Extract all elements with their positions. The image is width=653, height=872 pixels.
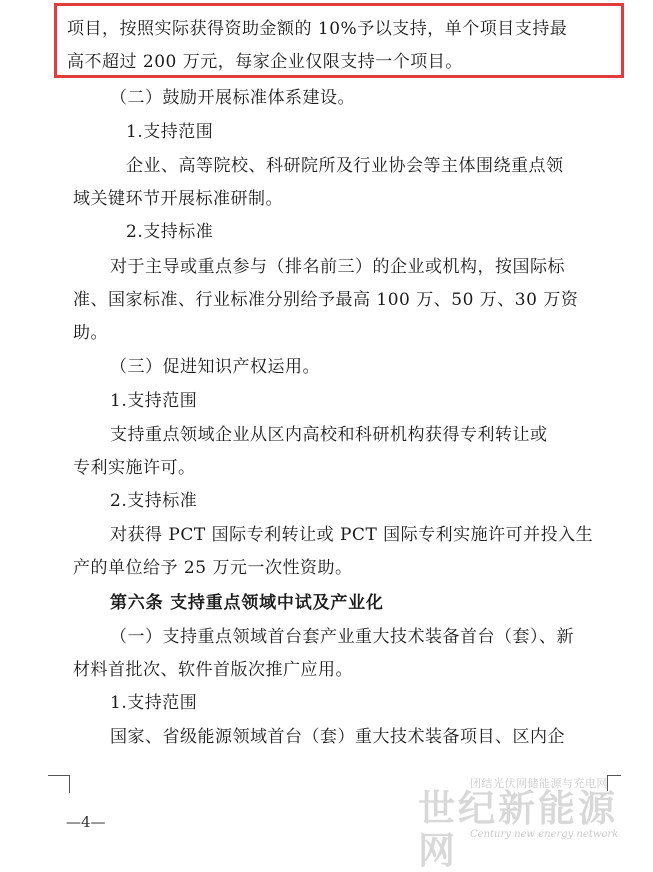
paragraph-line: 准、国家标准、行业标准分别给予最高 100 万、50 万、30 万资 <box>73 290 579 310</box>
watermark-subtitle: Century new energy network <box>470 829 619 840</box>
paragraph-line: 对于主导或重点参与（排名前三）的企业或机构，按国际标 <box>110 257 565 277</box>
paragraph-line: 对获得 PCT 国际专利转让或 PCT 国际专利实施许可并投入生 <box>110 525 594 545</box>
subsection-heading: 1.支持范围 <box>110 391 198 411</box>
crop-mark <box>69 775 70 793</box>
subsection-heading: 2.支持标准 <box>126 222 214 242</box>
page-number: —4— <box>66 813 106 831</box>
article-heading: 第六条 支持重点领域中试及产业化 <box>110 593 384 613</box>
paragraph-line: 项目，按照实际获得资助金额的 10%予以支持，单个项目支持最 <box>67 19 568 39</box>
section-heading: （二）鼓励开展标准体系建设。 <box>110 88 355 108</box>
paragraph-line: 企业、高等院校、科研院所及行业协会等主体围绕重点领 <box>126 156 564 176</box>
crop-mark <box>607 775 621 776</box>
crop-mark <box>48 775 70 776</box>
paragraph-line: （一）支持重点领域首台套产业重大技术装备首台（套）、新 <box>110 627 574 647</box>
watermark-small-text: 团结光伏网储能源与充电网 <box>470 777 608 790</box>
watermark-logo-text: 世纪新能源网 <box>418 787 618 872</box>
paragraph-line: 高不超过 200 万元，每家企业仅限支持一个项目。 <box>67 52 463 72</box>
paragraph-line: 国家、省级能源领域首台（套）重大技术装备项目、区内企 <box>110 727 565 747</box>
paragraph-line: 支持重点领域企业从区内高校和科研机构获得专利转让或 <box>110 425 548 445</box>
subsection-heading: 1.支持范围 <box>110 693 198 713</box>
paragraph-line: 专利实施许可。 <box>73 458 196 478</box>
paragraph-line: 材料首批次、软件首版次推广应用。 <box>73 660 353 680</box>
subsection-heading: 2.支持标准 <box>110 491 198 511</box>
paragraph-line: 域关键环节开展标准研制。 <box>73 189 283 209</box>
subsection-heading: 1.支持范围 <box>126 122 214 142</box>
paragraph-line: 产的单位给予 25 万元一次性资助。 <box>73 558 353 578</box>
section-heading: （三）促进知识产权运用。 <box>110 357 320 377</box>
paragraph-line: 助。 <box>73 323 108 343</box>
